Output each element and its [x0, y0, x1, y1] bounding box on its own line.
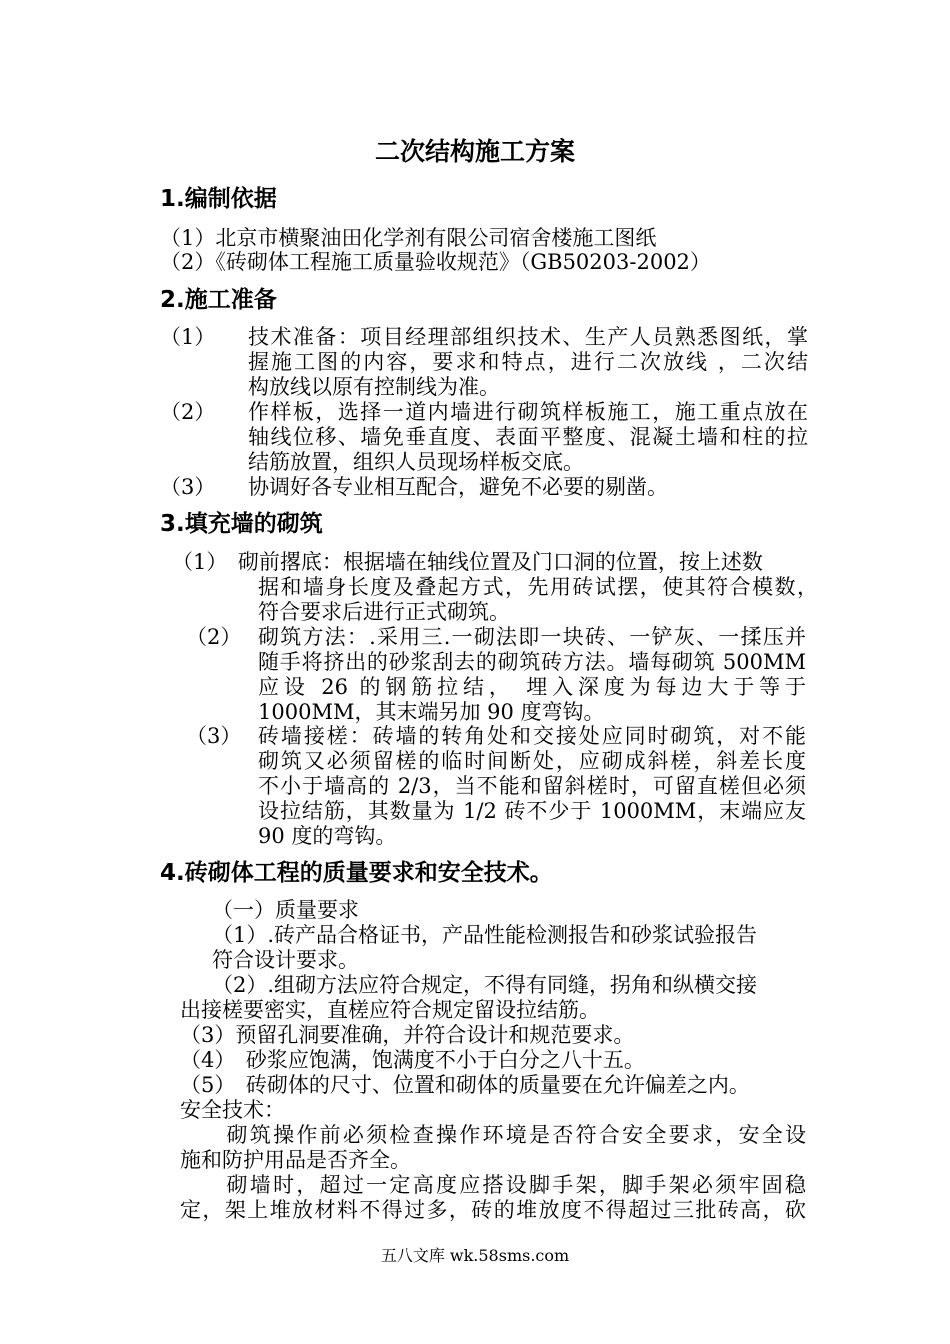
s2-item-2-number: （2）: [160, 400, 216, 424]
safety-paragraph-1: 砌筑操作前必须检查操作环境是否符合安全要求，安全设 施和防护用品是否齐全。: [180, 1123, 806, 1172]
quality-4: （4） 砂浆应饱满，饱满度不小于白分之八十五。: [180, 1048, 645, 1072]
section-3-heading: 3.填充墙的砌筑: [160, 511, 323, 537]
s2-item-1-number: （1）: [160, 325, 216, 349]
quality-subheading: （一）质量要求: [212, 898, 359, 922]
quality-2-line-2: 出接槎要密实，直槎应符合规定留设拉结筋。: [180, 998, 600, 1022]
section-1-heading: 1.编制依据: [160, 186, 277, 212]
s3-item-3-number: （3）: [186, 724, 242, 748]
s3-item-1-first-line: （1） 砌前撂底：根据墙在轴线位置及门口洞的位置，按上述数: [172, 550, 763, 574]
page-footer: 五八文库 wk.58sms.com: [380, 1246, 570, 1265]
quality-3: （3）预留孔洞要准确，并符合设计和规范要求。: [180, 1023, 635, 1047]
s2-item-3-number: （3）: [160, 475, 216, 499]
safety-heading: 安全技术：: [180, 1098, 285, 1122]
section-4-heading: 4.砖砌体工程的质量要求和安全技术。: [160, 860, 553, 886]
document-title: 二次结构施工方案: [374, 137, 575, 166]
s3-item-3-text: 砖墙接槎：砖墙的转角处和交接处应同时砌筑，对不能 砌筑又必须留槎的临时间断处，应砌成斜槎，斜差长度 不小于墙高的 2/3，当不能和留斜槎时，可留直槎但必须 设拉结筋，其数量为 1/2 砖不少于 1000MM，末端应友 90 度的弯钩。: [258, 724, 806, 848]
quality-5: （5） 砖砌体的尺寸、位置和砌体的质量要在允许偏差之内。: [180, 1073, 750, 1097]
s3-item-2-number: （2）: [186, 625, 242, 649]
s2-item-2-text: 作样板，选择一道内墙进行砌筑样板施工，施工重点放在 轴线位移、墙免垂直度、表面平整度、混凝土墙和柱的拉 结筋放置，组织人员现场样板交底。: [248, 400, 808, 474]
s2-item-3-text: 协调好各专业相互配合，避免不必要的剔凿。: [248, 475, 668, 499]
quality-1-line-1: （1）.砖产品合格证书，产品性能检测报告和砂浆试验报告: [212, 923, 758, 947]
s1-line-1: （1）北京市横聚油田化学剂有限公司宿舍楼施工图纸: [160, 226, 657, 250]
s3-item-1-text: 据和墙身长度及叠起方式，先用砖试摆，使其符合模数， 符合要求后进行正式砌筑。: [258, 575, 818, 624]
quality-1-line-2: 符合设计要求。: [212, 948, 359, 972]
s3-item-2-text: 砌筑方法：.采用三.一砌法即一块砖、一铲灰、一揉压并 随手将挤出的砂浆刮去的砌筑砖方法。墙每砌筑 500MM 应设 26 的钢筋拉结， 埋入深度为每边大于等于 1000MM，其末端另加 90 度弯钩。: [258, 625, 806, 724]
section-2-heading: 2.施工准备: [160, 287, 277, 313]
s1-line-2: （2）《砖砌体工程施工质量验收规范》（GB50203-2002）: [160, 250, 711, 274]
safety-paragraph-2: 砌墙时，超过一定高度应搭设脚手架，脚手架必须牢固稳 定，架上堆放材料不得过多，砖的堆放度不得超过三批砖高，砍: [180, 1173, 806, 1222]
s2-item-1-text: 技术准备：项目经理部组织技术、生产人员熟悉图纸，掌 握施工图的内容，要求和特点，进行二次放线 ，二次结 构放线以原有控制线为准。: [248, 325, 808, 399]
quality-2-line-1: （2）.组砌方法应符合规定，不得有同缝，拐角和纵横交接: [212, 973, 758, 997]
